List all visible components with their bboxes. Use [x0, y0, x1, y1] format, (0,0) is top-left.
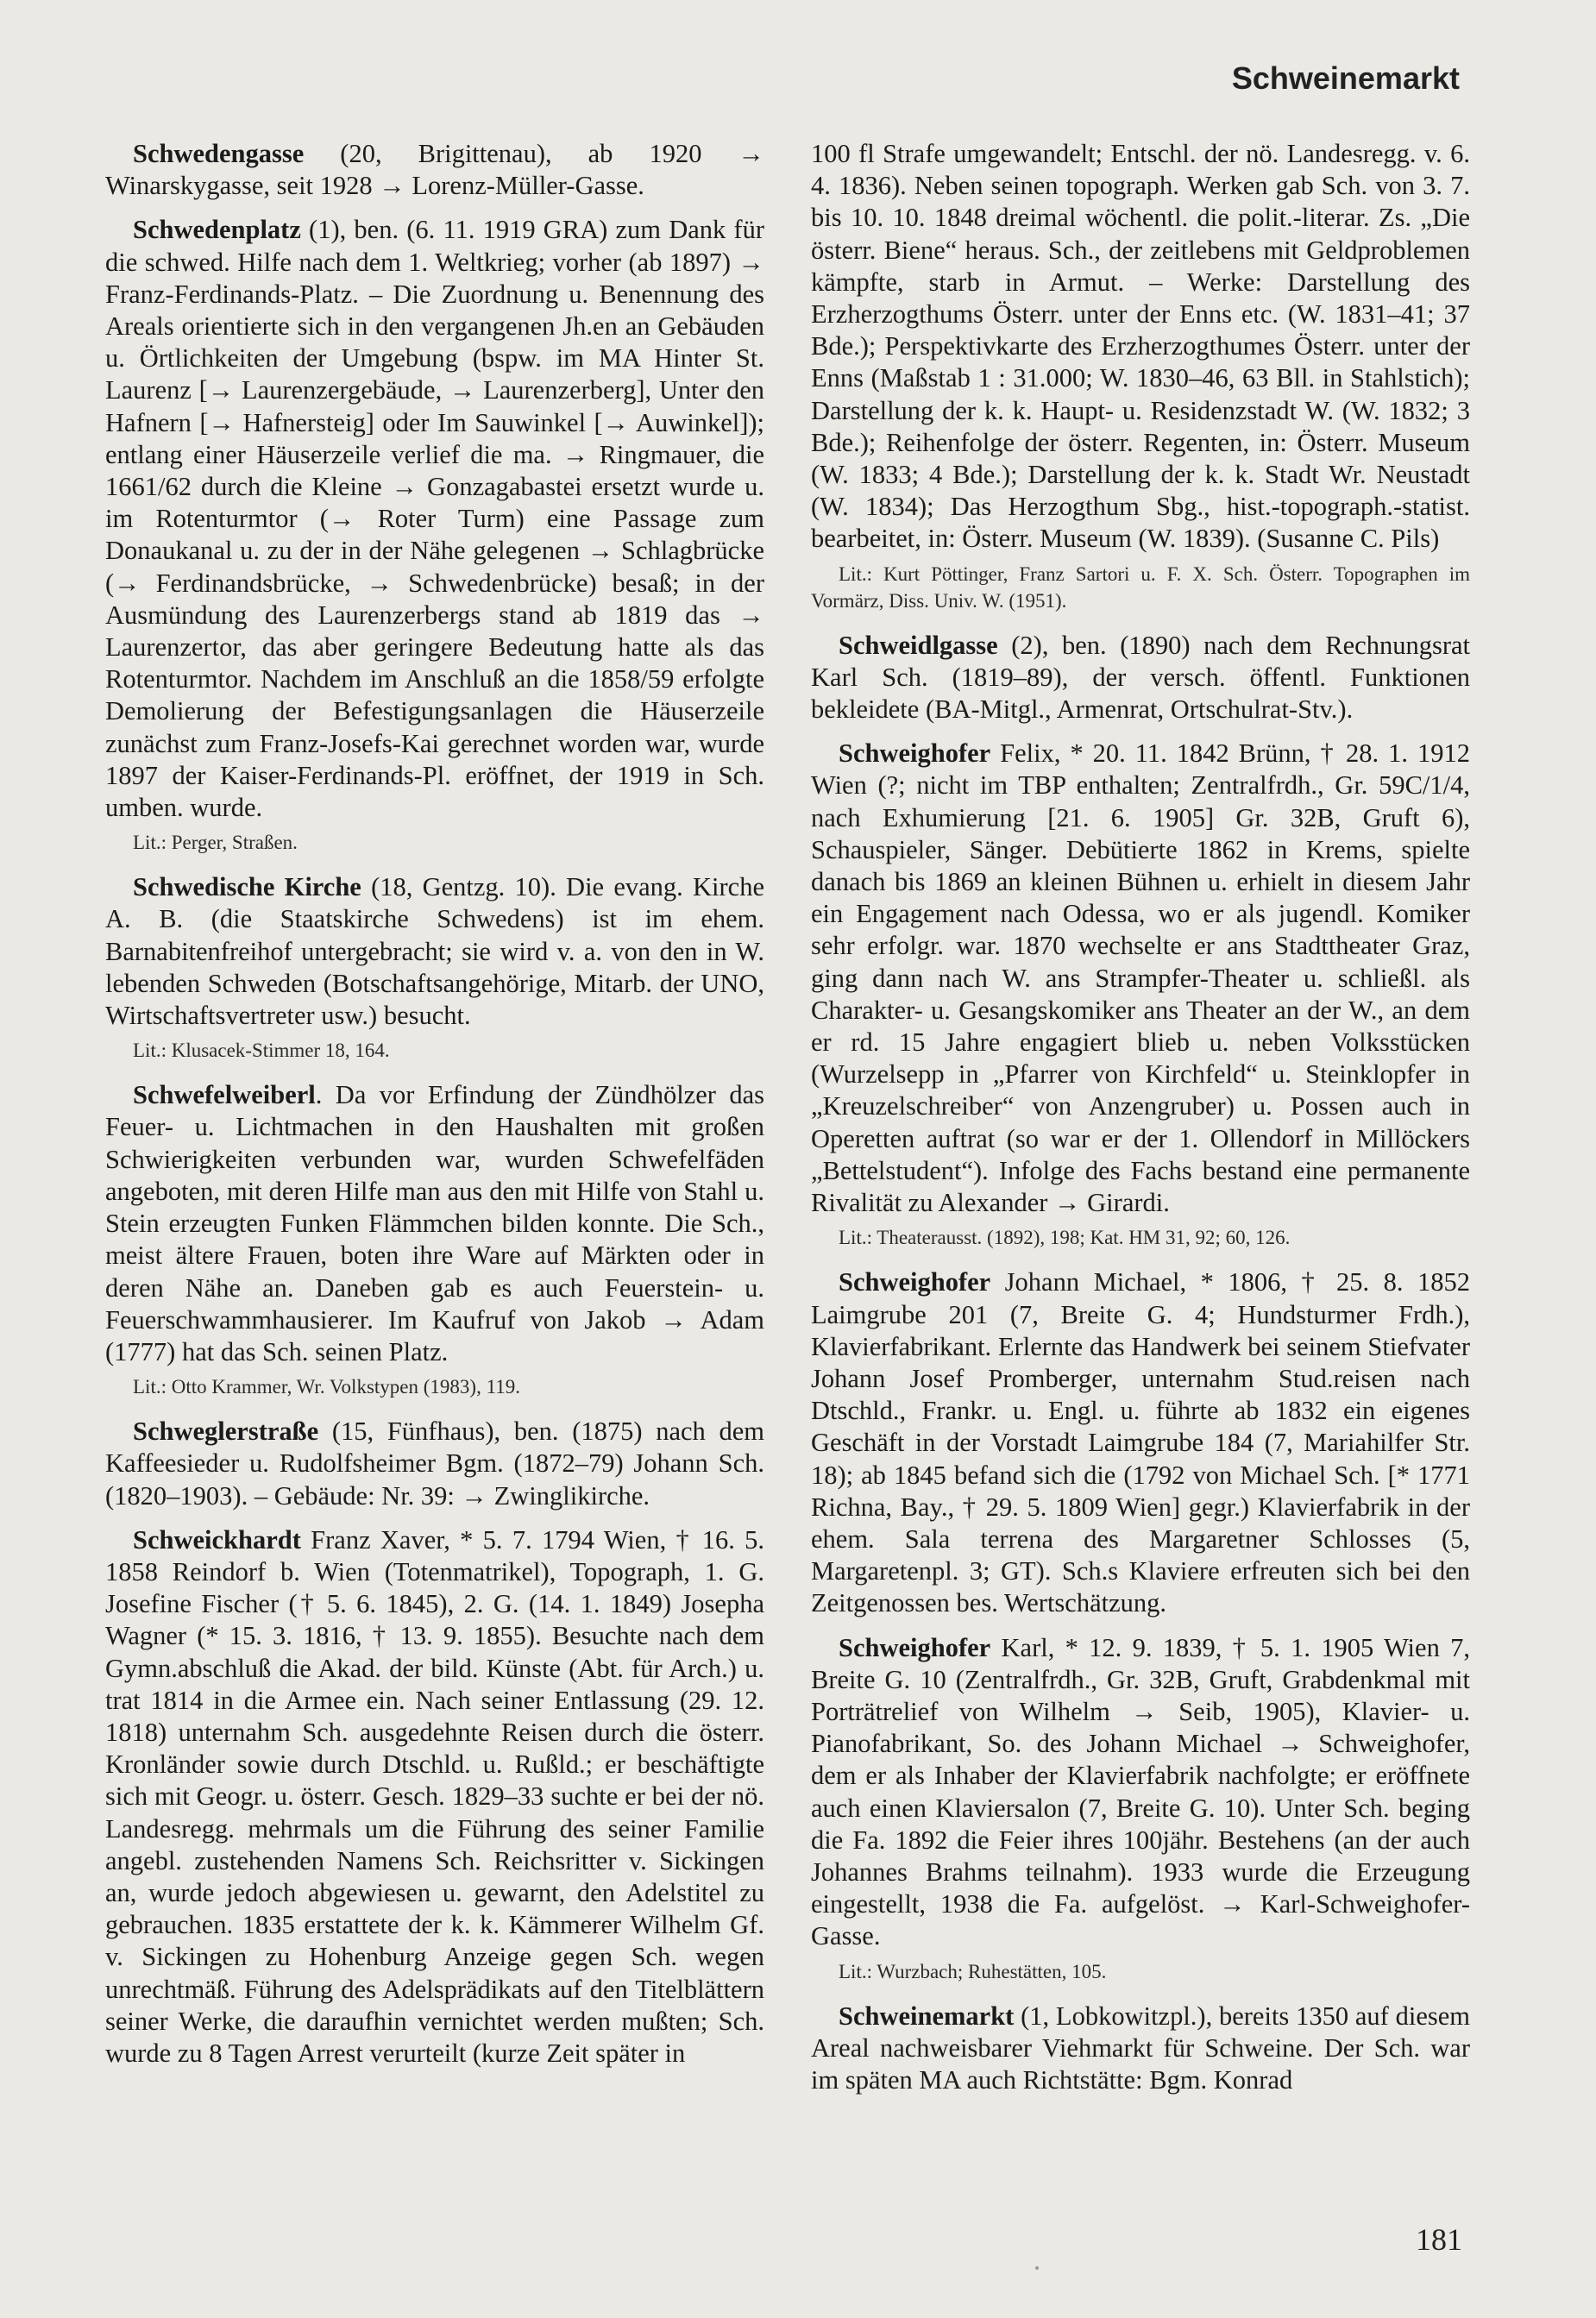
entry-text: (15, Fünfhaus), ben. (1875) nach dem Kaffeesieder u. Rudolfsheimer Bgm. (1872–79) Johann Sch. (1820–1903). – Gebäude: Nr. 39: → Zwinglikirche.	[105, 1417, 764, 1511]
entry	[105, 1079, 764, 1368]
entry-text: 100 fl Strafe umgewandelt; Entschl. der nö. Landesregg. v. 6. 4. 1836). Neben seinen topograph. Werken gab Sch. von 3. 7. bis 10. 10. 1848 dreimal wöchentl. die polit.-literar. Zs. „Die österr. Biene“ heraus. Sch., der zeitlebens mit Geldproblemen kämpfte, starb in Armut. – Werke: Darstellung des Erzherzogthums Österr. unter der Enns etc. (W. 1831–41; 37 Bde.); Perspektivkarte des Erzherzogthumes Österr. unter der Enns (Maßstab 1 : 31.000; W. 1830–46, 63 Bll. in Stahlstich); Darstellung der k. k. Haupt- u. Residenzstadt W. (W. 1832; 3 Bde.); Reihenfolge der österr. Regenten, in: Österr. Museum (W. 1833; 4 Bde.); Darstellung der k. k. Stadt Wr. Neustadt (W. 1834); Das Herzogthum Sbg., hist.-topograph.-statist. bearbeitet, in: Österr. Museum (W. 1839). (Susanne C. Pils)	[811, 139, 1470, 554]
entry-lemma: Schwefelweiberl	[133, 1080, 316, 1110]
entry-lemma: Schweglerstraße	[133, 1417, 319, 1447]
entry-lemma: Schweighofer	[839, 1632, 991, 1662]
entry	[811, 630, 1470, 726]
entry-text: Karl, * 12. 9. 1839, † 5. 1. 1905 Wien 7, Breite G. 10 (Zentralfrdh., Gr. 32B, Gruft, Grabdenkmal mit Porträtrelief von Wilhelm → Seib, 1905), Klavier- u. Pianofabrikant, So. des Johann Michael → Schweighofer, dem er als Inhaber der Klavierfabrik nachfolgte; er eröffnete auch einen Klaviersalon (7, Breite G. 10). Unter Sch. beging die Fa. 1892 die Feier ihres 100jähr. Bestehens (an der auch Johannes Brahms teilnahm). 1933 wurde die Erzeugung eingestellt, 1938 die Fa. aufgelöst. → Karl-Schweighofer-Gasse.	[811, 1632, 1470, 1951]
entry-lemma: Schwedenplatz	[133, 215, 301, 245]
entry	[811, 2001, 1470, 2097]
entry	[105, 1416, 764, 1512]
entry	[811, 1632, 1470, 1953]
literature-note: Lit.: Klusacek-Stimmer 18, 164.	[133, 1040, 390, 1062]
entry-text: (1, Lobkowitzpl.), bereits 1350 auf diesem Areal nachweisbarer Viehmarkt für Schweine. Der Sch. war im späten MA auch Richtstätte: Bgm. Konrad	[811, 2001, 1470, 2095]
entry	[105, 214, 764, 824]
print-speck	[1035, 2266, 1039, 2270]
entry-lemma: Schweidlgasse	[839, 630, 998, 660]
entry	[105, 871, 764, 1032]
entry-text: . Da vor Erfindung der Zündhölzer das Feuer- u. Lichtmachen in den Haushalten mit großen Schwierigkeiten verbunden war, wurden Schwefelfäden angeboten, mit deren Hilfe man aus den mit Hilfe von Stahl u. Stein erzeugten Funken Flämmchen bilden konnte. Die Sch., meist ältere Frauen, boten ihre Ware auf Märkten oder in deren Nähe an. Daneben gab es auch Feuerstein- u. Feuerschwammhausierer. Im Kaufruf von Jakob → Adam (1777) hat das Sch. seinen Platz.	[105, 1080, 764, 1366]
entry-lemma: Schweighofer	[839, 1267, 991, 1297]
literature-note: Lit.: Wurzbach; Ruhestätten, 105.	[839, 1960, 1107, 1982]
entry-text: (2), ben. (1890) nach dem Rechnungsrat Karl Sch. (1819–89), der versch. öffentl. Funktionen bekleidete (BA-Mitgl., Armenrat, Ortschulrat-Stv.).	[811, 630, 1470, 725]
entry-lemma: Schweinemarkt	[839, 2001, 1015, 2031]
entry-lemma: Schwedengasse	[133, 139, 305, 168]
entry-lemma: Schweickhardt	[133, 1524, 301, 1555]
entry-lemma: Schweighofer	[839, 738, 991, 769]
page-number: 181	[1416, 2222, 1462, 2257]
entry-lemma: Schwedische Kirche	[133, 872, 361, 902]
entry-text: Johann Michael, * 1806, † 25. 8. 1852 Laimgrube 201 (7, Breite G. 4; Hundsturmer Frdh.), Klavierfabrikant. Erlernte das Handwerk bei seinem Stiefvater Johann Josef Promberger, unternahm Stud.reisen nach Dtschld., Frankr. u. Engl. u. führte ab 1832 ein eigenes Geschäft in der Vorstadt Laimgrube 184 (7, Mariahilfer Str. 18); ab 1845 befand sich die (1792 von Michael Sch. [* 1771 Richna, Bay., † 29. 5. 1809 Wien] gegr.) Klavierfabrik in der ehem. Sala terrena des Margaretner Schlosses (5, Margaretenpl. 3; GT). Sch.s Klaviere erfreuten sich bei den Zeitgenossen bes. Wertschätzung.	[811, 1267, 1470, 1618]
entry-text: (18, Gentzg. 10). Die evang. Kirche A. B. (die Staatskirche Schwedens) ist im ehem. Barnabitenfreihof untergebracht; sie wird v. a. von den in W. lebenden Schweden (Botschaftsangehörige, Mitarb. der UNO, Wirtschaftsvertreter usw.) besucht.	[105, 872, 765, 1031]
literature-note: Lit.: Perger, Straßen.	[133, 832, 298, 854]
right-column	[811, 138, 1470, 2108]
running-header: Schweinemarkt	[1231, 60, 1460, 96]
entry-text: (20, Brigittenau), ab 1920 → Winarskygasse, seit 1928 → Lorenz-Müller-Gasse.	[105, 139, 764, 201]
entry	[105, 138, 764, 202]
entry-text: Franz Xaver, * 5. 7. 1794 Wien, † 16. 5. 1858 Reindorf b. Wien (Totenmatrikel), Topograph, 1. G. Josefine Fischer († 5. 6. 1845), 2. G. (14. 1. 1849) Josepha Wagner (* 15. 3. 1816, † 13. 9. 1855). Besuchte nach dem Gymn.abschluß die Akad. der bild. Künste (Abt. für Arch.) u. trat 1814 in die Armee ein. Nach seiner Entlassung (29. 12. 1818) unternahm Sch. ausgedehnte Reisen durch die österr. Kronländer sowie durch Dtschld. u. Rußld.; er beschäftigte sich mit Geogr. u. österr. Gesch. 1829–33 suchte er bei der nö. Landesregg. mehrmals um die Führung des seiner Familie angebl. zustehenden Namens Sch. Reichsritter v. Sickingen an, wurde jedoch abgewiesen u. gewarnt, den Adelstitel zu gebrauchen. 1835 erstattete der k. k. Kämmerer Wilhelm Gf. v. Sickingen zu Hohenburg Anzeige gegen Sch. wegen unrechtmäß. Führung des Adelsprädikats auf den Titelblättern seiner Werke, die daraufhin vernichtet werden mußten; Sch. wurde zu 8 Tagen Arrest verurteilt (kurze Zeit später in	[105, 1524, 764, 2068]
entry	[811, 738, 1470, 1219]
entry-text: Felix, * 20. 11. 1842 Brünn, † 28. 1. 1912 Wien (?; nicht im TBP enthalten; Zentralfrdh., Gr. 59C/1/4, nach Exhumierung [21. 6. 1905] Gr. 32B, Gruft 6), Schauspieler, Sänger. Debütierte 1862 in Krems, spielte danach bis 1869 an kleinen Bühnen u. erhielt in diesem Jahr ein Engagement nach Odessa, wo er als jugendl. Komiker sehr erfolgr. war. 1870 wechselte er ans Stadttheater Graz, ging dann nach W. ans Strampfer-Theater u. schließl. als Charakter- u. Gesangskomiker ans Theater an der W., an dem er rd. 15 Jahre engagiert blieb u. neben Volksstücken (Wurzelsepp in „Pfarrer von Kirchfeld“ u. Steinklopfer in „Kreuzelschreiber“ von Anzengruber) u. Possen auch in Operetten auftrat (so war er der 1. Ollendorf in Millöckers „Bettelstudent“). Infolge des Fachs bestand eine permanente Rivalität zu Alexander → Girardi.	[811, 738, 1470, 1218]
left-column	[105, 138, 764, 2082]
entry-text: (1), ben. (6. 11. 1919 GRA) zum Dank für die schwed. Hilfe nach dem 1. Weltkrieg; vorher (ab 1897) → Franz-Ferdinands-Platz. – Die Zuordnung u. Benennung des Areals orientierte sich in den vergangenen Jh.en an Gebäuden u. Örtlichkeiten der Umgebung (bspw. im MA Hinter St. Laurenz [→ Laurenzergebäude, → Laurenzerberg], Unter den Hafnern [→ Hafnersteig] oder Im Sauwinkel [→ Auwinkel]); entlang einer Häuserzeile verlief die ma. → Ringmauer, die 1661/62 durch die Kleine → Gonzagabastei ersetzt wurde u. im Rotenturmtor (→ Roter Turm) eine Passage zum Donaukanal u. zu der in der Nähe gelegenen → Schlagbrücke (→ Ferdinandsbrücke, → Schwedenbrücke) besaß; in der Ausmündung des Laurenzerbergs stand ab 1819 das → Laurenzertor, das aber geringere Bedeutung hatte als das Rotenturmtor. Nachdem im Anschluß an die 1858/59 erfolgte Demolierung der Befestigungsanlagen die Häuserzeile zunächst zum Franz-Josefs-Kai gerechnet worden war, wurde 1897 der Kaiser-Ferdinands-Pl. eröffnet, der 1919 in Sch. umben. wurde.	[105, 215, 764, 823]
entry-continuation	[811, 138, 1470, 556]
literature-note: Lit.: Kurt Pöttinger, Franz Sartori u. F. X. Sch. Österr. Topographen im Vormärz, Diss. Univ. W. (1951).	[811, 562, 1470, 612]
entry	[811, 1266, 1470, 1619]
literature-note: Lit.: Theaterausst. (1892), 198; Kat. HM 31, 92; 60, 126.	[839, 1227, 1291, 1249]
literature-note: Lit.: Otto Krammer, Wr. Volkstypen (1983), 119.	[133, 1376, 520, 1398]
entry	[105, 1524, 764, 2070]
